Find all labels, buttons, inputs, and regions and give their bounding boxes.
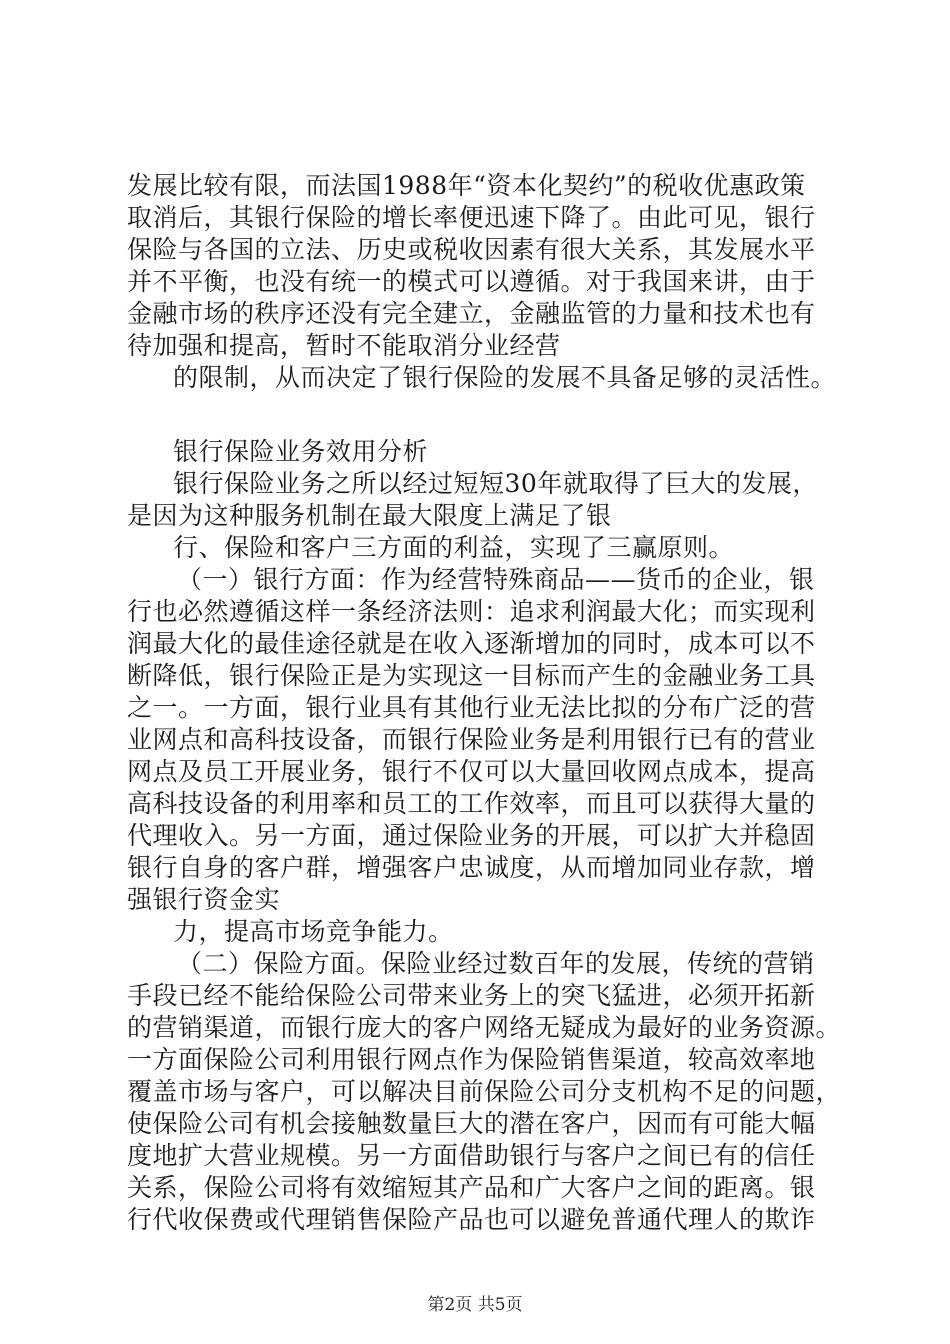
- text-line: 的限制，从而决定了银行保险的发展不具备足够的灵活性。: [173, 363, 837, 392]
- text-line: 断降低，银行保险正是为实现这一目标而产生的金融业务工具: [127, 661, 816, 690]
- text-line: 是因为这种服务机制在最大限度上满足了银: [127, 501, 612, 530]
- text-line: 度地扩大营业规模。另一方面借助银行与客户之间已有的信任: [127, 1141, 816, 1170]
- text-line: 金融市场的秩序还没有完全建立，金融监管的力量和技术也有: [127, 299, 816, 328]
- text-line: 网点及员工开展业务，银行不仅可以大量回收网点成本，提高: [127, 757, 816, 786]
- section-heading: 银行保险业务效用分析: [173, 437, 429, 466]
- text-line: 使保险公司有机会接触数量巨大的潜在客户，因而有可能大幅: [127, 1109, 816, 1138]
- text-line: 强银行资金实: [127, 885, 281, 914]
- text-line: 银行保险业务之所以经过短短30年就取得了巨大的发展，: [173, 469, 818, 498]
- text-line: 之一。一方面，银行业具有其他行业无法比拟的分布广泛的营: [127, 693, 816, 722]
- text-line: 润最大化的最佳途径就是在收入逐渐增加的同时，成本可以不: [127, 629, 816, 658]
- page-footer: 第2页 共5页: [427, 1295, 523, 1315]
- text-line: 力，提高市场竞争能力。: [173, 917, 454, 946]
- text-line: 覆盖市场与客户，可以解决目前保险公司分支机构不足的问题，: [127, 1077, 842, 1106]
- text-line: 的营销渠道，而银行庞大的客户网络无疑成为最好的业务资源。: [127, 1013, 842, 1042]
- text-line: 行代收保费或代理销售保险产品也可以避免普通代理人的欺诈: [127, 1205, 816, 1234]
- text-line: 业网点和高科技设备，而银行保险业务是利用银行已有的营业: [127, 725, 816, 754]
- text-line: 发展比较有限，而法国1988年“资本化契约”的税收优惠政策: [127, 171, 806, 200]
- text-line: 手段已经不能给保险公司带来业务上的突飞猛进，必须开拓新: [127, 981, 816, 1010]
- text-line: 银行自身的客户群，增强客户忠诚度，从而增加同业存款，增: [127, 853, 816, 882]
- text-line: 行也必然遵循这样一条经济法则：追求利润最大化；而实现利: [127, 597, 816, 626]
- text-line: 行、保险和客户三方面的利益，实现了三赢原则。: [173, 533, 735, 562]
- text-line: 关系，保险公司将有效缩短其产品和广大客户之间的距离。银: [127, 1173, 816, 1202]
- body-text: [127, 170, 842, 1236]
- text-line: 待加强和提高，暂时不能取消分业经营: [127, 331, 561, 360]
- text-line: 高科技设备的利用率和员工的工作效率，而且可以获得大量的: [127, 789, 816, 818]
- text-line: （二）保险方面。保险业经过数百年的发展，传统的营销: [177, 949, 815, 978]
- text-line: （一）银行方面：作为经营特殊商品——货币的企业，银: [177, 565, 815, 594]
- text-line: 一方面保险公司利用银行网点作为保险销售渠道，较高效率地: [127, 1045, 816, 1074]
- text-line: 保险与各国的立法、历史或税收因素有很大关系，其发展水平: [127, 235, 816, 264]
- text-line: 代理收入。另一方面，通过保险业务的开展，可以扩大并稳固: [127, 821, 816, 850]
- text-line: 并不平衡，也没有统一的模式可以遵循。对于我国来讲，由于: [127, 267, 816, 296]
- text-line: 取消后，其银行保险的增长率便迅速下降了。由此可见，银行: [127, 203, 816, 232]
